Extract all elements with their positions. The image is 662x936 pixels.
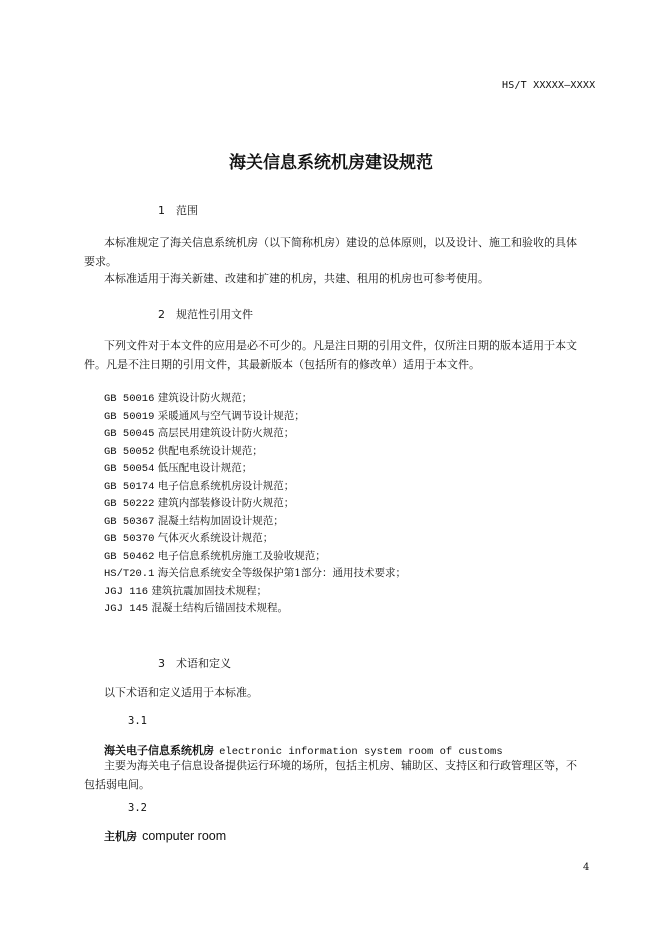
reference-code: GB 50045 <box>104 428 155 440</box>
section-2-heading <box>158 306 253 322</box>
term-english: electronic information system room of customs <box>219 746 503 758</box>
section-number: 1 <box>158 204 165 217</box>
term-3-1-definition-line-2: 包括弱电间。 <box>84 778 150 791</box>
page-number: 4 <box>583 862 590 873</box>
reference-item <box>104 478 294 493</box>
term-english: computer room <box>142 829 227 843</box>
document-title: 海关信息系统机房建设规范 <box>229 153 433 173</box>
term-name: 主机房 <box>104 830 137 843</box>
section-1-heading <box>158 202 198 218</box>
reference-code: JGJ 145 <box>104 603 149 615</box>
reference-title: 混凝土结构加固设计规范； <box>157 515 284 527</box>
reference-title: 建筑设计防火规范； <box>157 392 253 404</box>
reference-code: GB 50462 <box>104 551 155 563</box>
section-title: 术语和定义 <box>176 657 231 670</box>
normative-intro-line-2: 件。凡是不注日期的引用文件，其最新版本（包括所有的修改单）适用于本文件。 <box>84 358 480 371</box>
reference-title: 建筑内部装修设计防火规范； <box>157 497 295 509</box>
reference-title: 海关信息系统安全等级保护第1部分：通用技术要求； <box>157 567 406 579</box>
reference-item <box>104 443 263 458</box>
reference-code: GB 50016 <box>104 393 155 405</box>
term-name: 海关电子信息系统机房 <box>104 744 214 757</box>
reference-item <box>104 408 305 423</box>
reference-code: GB 50367 <box>104 516 155 528</box>
reference-code: GB 50370 <box>104 533 155 545</box>
section-number: 2 <box>158 308 165 321</box>
reference-item <box>104 583 267 598</box>
reference-title: 低压配电设计规范； <box>157 462 253 474</box>
reference-title: 电子信息系统机房施工及验收规范； <box>157 550 326 562</box>
reference-code: JGJ 116 <box>104 586 149 598</box>
section-title: 规范性引用文件 <box>176 308 253 321</box>
reference-item <box>104 460 252 475</box>
scope-paragraph-2: 本标准适用于海关新建、改建和扩建的机房，共建、租用的机房也可参考使用。 <box>104 272 489 285</box>
reference-title: 电子信息系统机房设计规范； <box>157 480 295 492</box>
reference-code: GB 50174 <box>104 481 155 493</box>
section-number: 3 <box>158 657 165 670</box>
reference-item <box>104 425 294 440</box>
reference-title: 高层民用建筑设计防火规范； <box>157 427 295 439</box>
normative-intro-line-1: 下列文件对于本文件的应用是必不可少的。凡是注日期的引用文件，仅所注日期的版本适用于本文 <box>104 339 577 352</box>
reference-code: HS/T20.1 <box>104 568 155 580</box>
reference-item <box>104 600 288 615</box>
reference-code: GB 50052 <box>104 446 155 458</box>
reference-item <box>104 513 284 528</box>
scope-paragraph-1-line-2: 要求。 <box>84 255 117 268</box>
reference-title: 混凝土结构后锚固技术规程。 <box>151 602 288 614</box>
terms-intro: 以下术语和定义适用于本标准。 <box>104 686 258 699</box>
reference-title: 供配电系统设计规范； <box>157 445 263 457</box>
reference-title: 气体灭火系统设计规范； <box>157 532 274 544</box>
document-code: HS/T XXXXX—XXXX <box>502 80 596 91</box>
reference-item <box>104 495 294 510</box>
reference-item <box>104 530 273 545</box>
section-3-heading <box>158 655 231 671</box>
term-number-3-2: 3.2 <box>128 802 147 814</box>
reference-item <box>104 548 326 563</box>
term-3-1-definition-line-1: 主要为海关电子信息设备提供运行环境的场所，包括主机房、辅助区、支持区和行政管理区等，不 <box>104 759 577 772</box>
scope-paragraph-1-line-1: 本标准规定了海关信息系统机房（以下简称机房）建设的总体原则，以及设计、施工和验收的具体 <box>104 236 577 249</box>
reference-item <box>104 565 406 580</box>
reference-item <box>104 390 252 405</box>
section-title: 范围 <box>176 204 198 217</box>
term-number-3-1: 3.1 <box>128 715 147 727</box>
reference-title: 采暖通风与空气调节设计规范； <box>157 410 305 422</box>
reference-code: GB 50054 <box>104 463 155 475</box>
reference-title: 建筑抗震加固技术规程； <box>151 585 267 597</box>
reference-code: GB 50019 <box>104 411 155 423</box>
reference-code: GB 50222 <box>104 498 155 510</box>
term-3-2-heading <box>104 825 226 844</box>
